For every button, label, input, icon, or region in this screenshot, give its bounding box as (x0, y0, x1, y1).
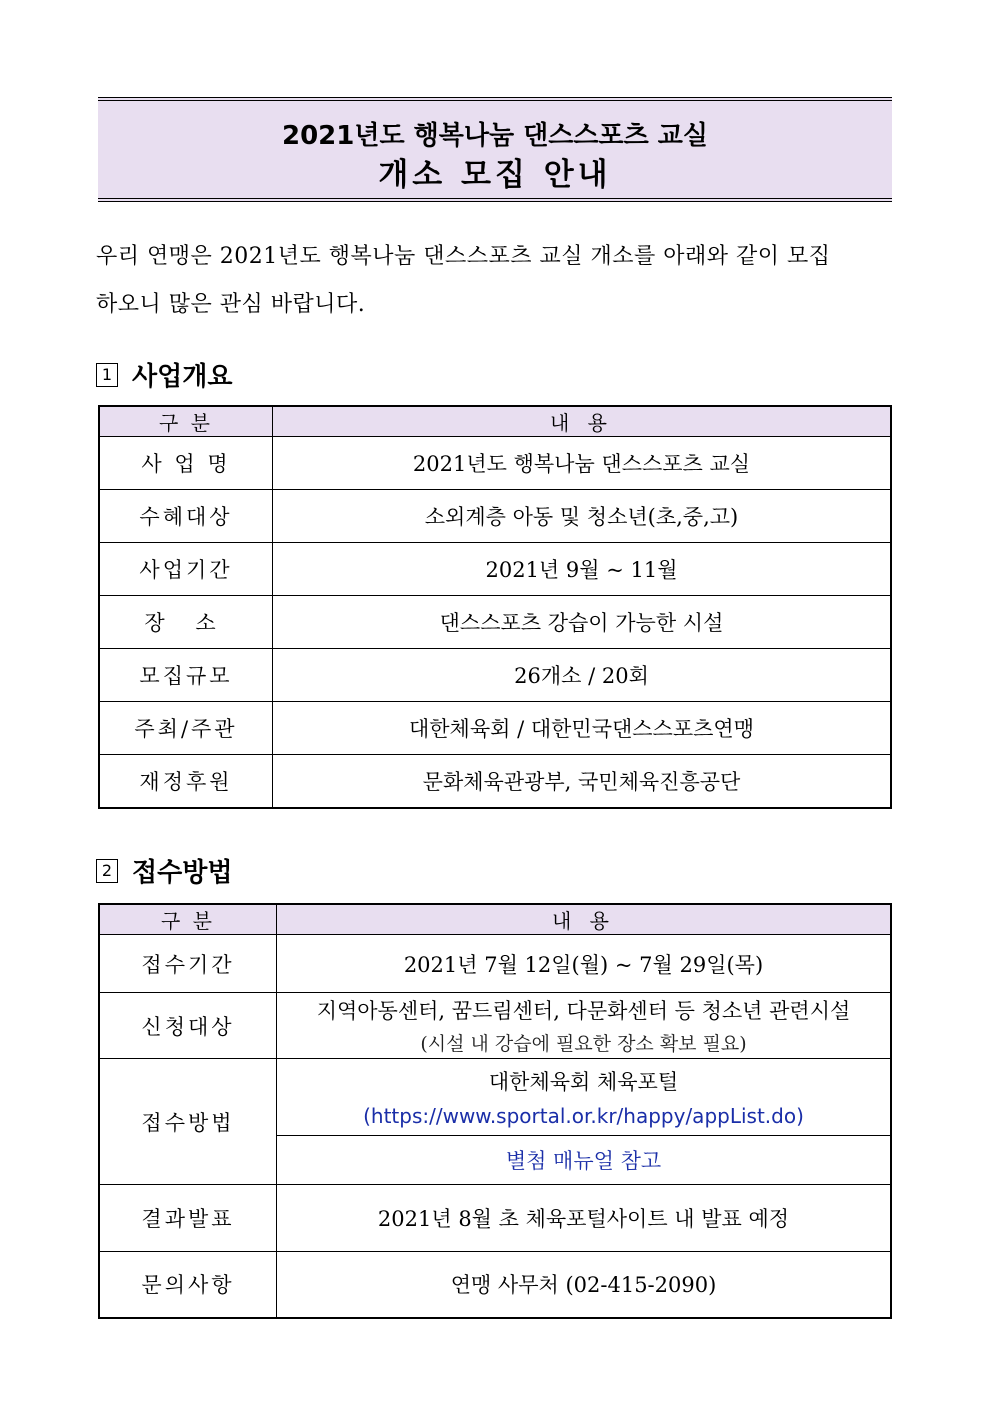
application-table (98, 903, 892, 1319)
table-row (99, 543, 891, 596)
title-box (98, 97, 892, 202)
method-portal-cell (277, 1059, 892, 1136)
intro-line1: 우리 연맹은 2021년도 행복나눔 댄스스포츠 교실 개소를 아래와 같이 모집 (96, 244, 831, 269)
row-value: 소외계층 아동 및 청소년(초,중,고) (273, 490, 892, 543)
table-row (99, 755, 891, 808)
period-label: 접수기간 (99, 935, 277, 993)
row-value: 댄스스포츠 강습이 가능한 시설 (273, 596, 892, 649)
header-col2: 내 용 (273, 406, 892, 437)
table-row (99, 702, 891, 755)
table-row (99, 993, 891, 1059)
row-value: 문화체육관광부, 국민체육진흥공단 (273, 755, 892, 808)
row-value: 26개소 / 20회 (273, 649, 892, 702)
table-row (99, 437, 891, 490)
section1-heading (96, 356, 232, 393)
row-value: 대한체육회 / 대한민국댄스스포츠연맹 (273, 702, 892, 755)
overview-table (98, 405, 892, 809)
table-row (99, 1059, 891, 1136)
result-value: 2021년 8월 초 체육포털사이트 내 발표 예정 (277, 1185, 892, 1252)
target-label: 신청대상 (99, 993, 277, 1059)
header-col2: 내 용 (277, 904, 892, 935)
row-label: 주최/주관 (99, 702, 273, 755)
table-row (99, 1252, 891, 1318)
title-line2: 개소 모집 안내 (378, 157, 612, 193)
row-label: 사 업 명 (99, 437, 273, 490)
row-label: 수혜대상 (99, 490, 273, 543)
row-value: 2021년 9월 ~ 11월 (273, 543, 892, 596)
target-cell (277, 993, 892, 1059)
section2-title: 접수방법 (132, 858, 233, 888)
intro-line2: 하오니 많은 관심 바랍니다. (96, 292, 366, 317)
row-label: 사업기간 (99, 543, 273, 596)
method-manual: 별첨 매뉴얼 참고 (277, 1136, 892, 1185)
method-portal: 대한체육회 체육포털 (488, 1070, 679, 1094)
contact-value: 연맹 사무처 (02-415-2090) (277, 1252, 892, 1318)
table-row (99, 649, 891, 702)
result-label: 결과발표 (99, 1185, 277, 1252)
table-row (99, 490, 891, 543)
row-label: 재정후원 (99, 755, 273, 808)
row-label: 모집규모 (99, 649, 273, 702)
header-col1: 구 분 (99, 904, 277, 935)
table-header-row (99, 904, 891, 935)
table-row (99, 935, 891, 993)
row-value: 2021년도 행복나눔 댄스스포츠 교실 (273, 437, 892, 490)
table-row (99, 1185, 891, 1252)
section2-number: 2 (96, 859, 118, 883)
title-line1: 2021년도 행복나눔 댄스스포츠 교실 (281, 121, 709, 151)
table-row (99, 596, 891, 649)
section1-title: 사업개요 (132, 362, 233, 392)
method-label: 접수방법 (99, 1059, 277, 1185)
section2-heading (96, 852, 232, 889)
method-url-link[interactable]: (https://www.sportal.or.kr/happy/appList.do) (363, 1104, 804, 1128)
section1-number: 1 (96, 363, 118, 387)
period-value: 2021년 7월 12일(월) ~ 7월 29일(목) (277, 935, 892, 993)
target-value: 지역아동센터, 꿈드림센터, 다문화센터 등 청소년 관련시설 (316, 999, 851, 1023)
row-label: 장 소 (99, 596, 273, 649)
contact-label: 문의사항 (99, 1252, 277, 1318)
table-header-row (99, 406, 891, 437)
intro-paragraph (96, 233, 896, 329)
header-col1: 구 분 (99, 406, 273, 437)
target-note: (시설 내 강습에 필요한 장소 확보 필요) (420, 1033, 747, 1055)
